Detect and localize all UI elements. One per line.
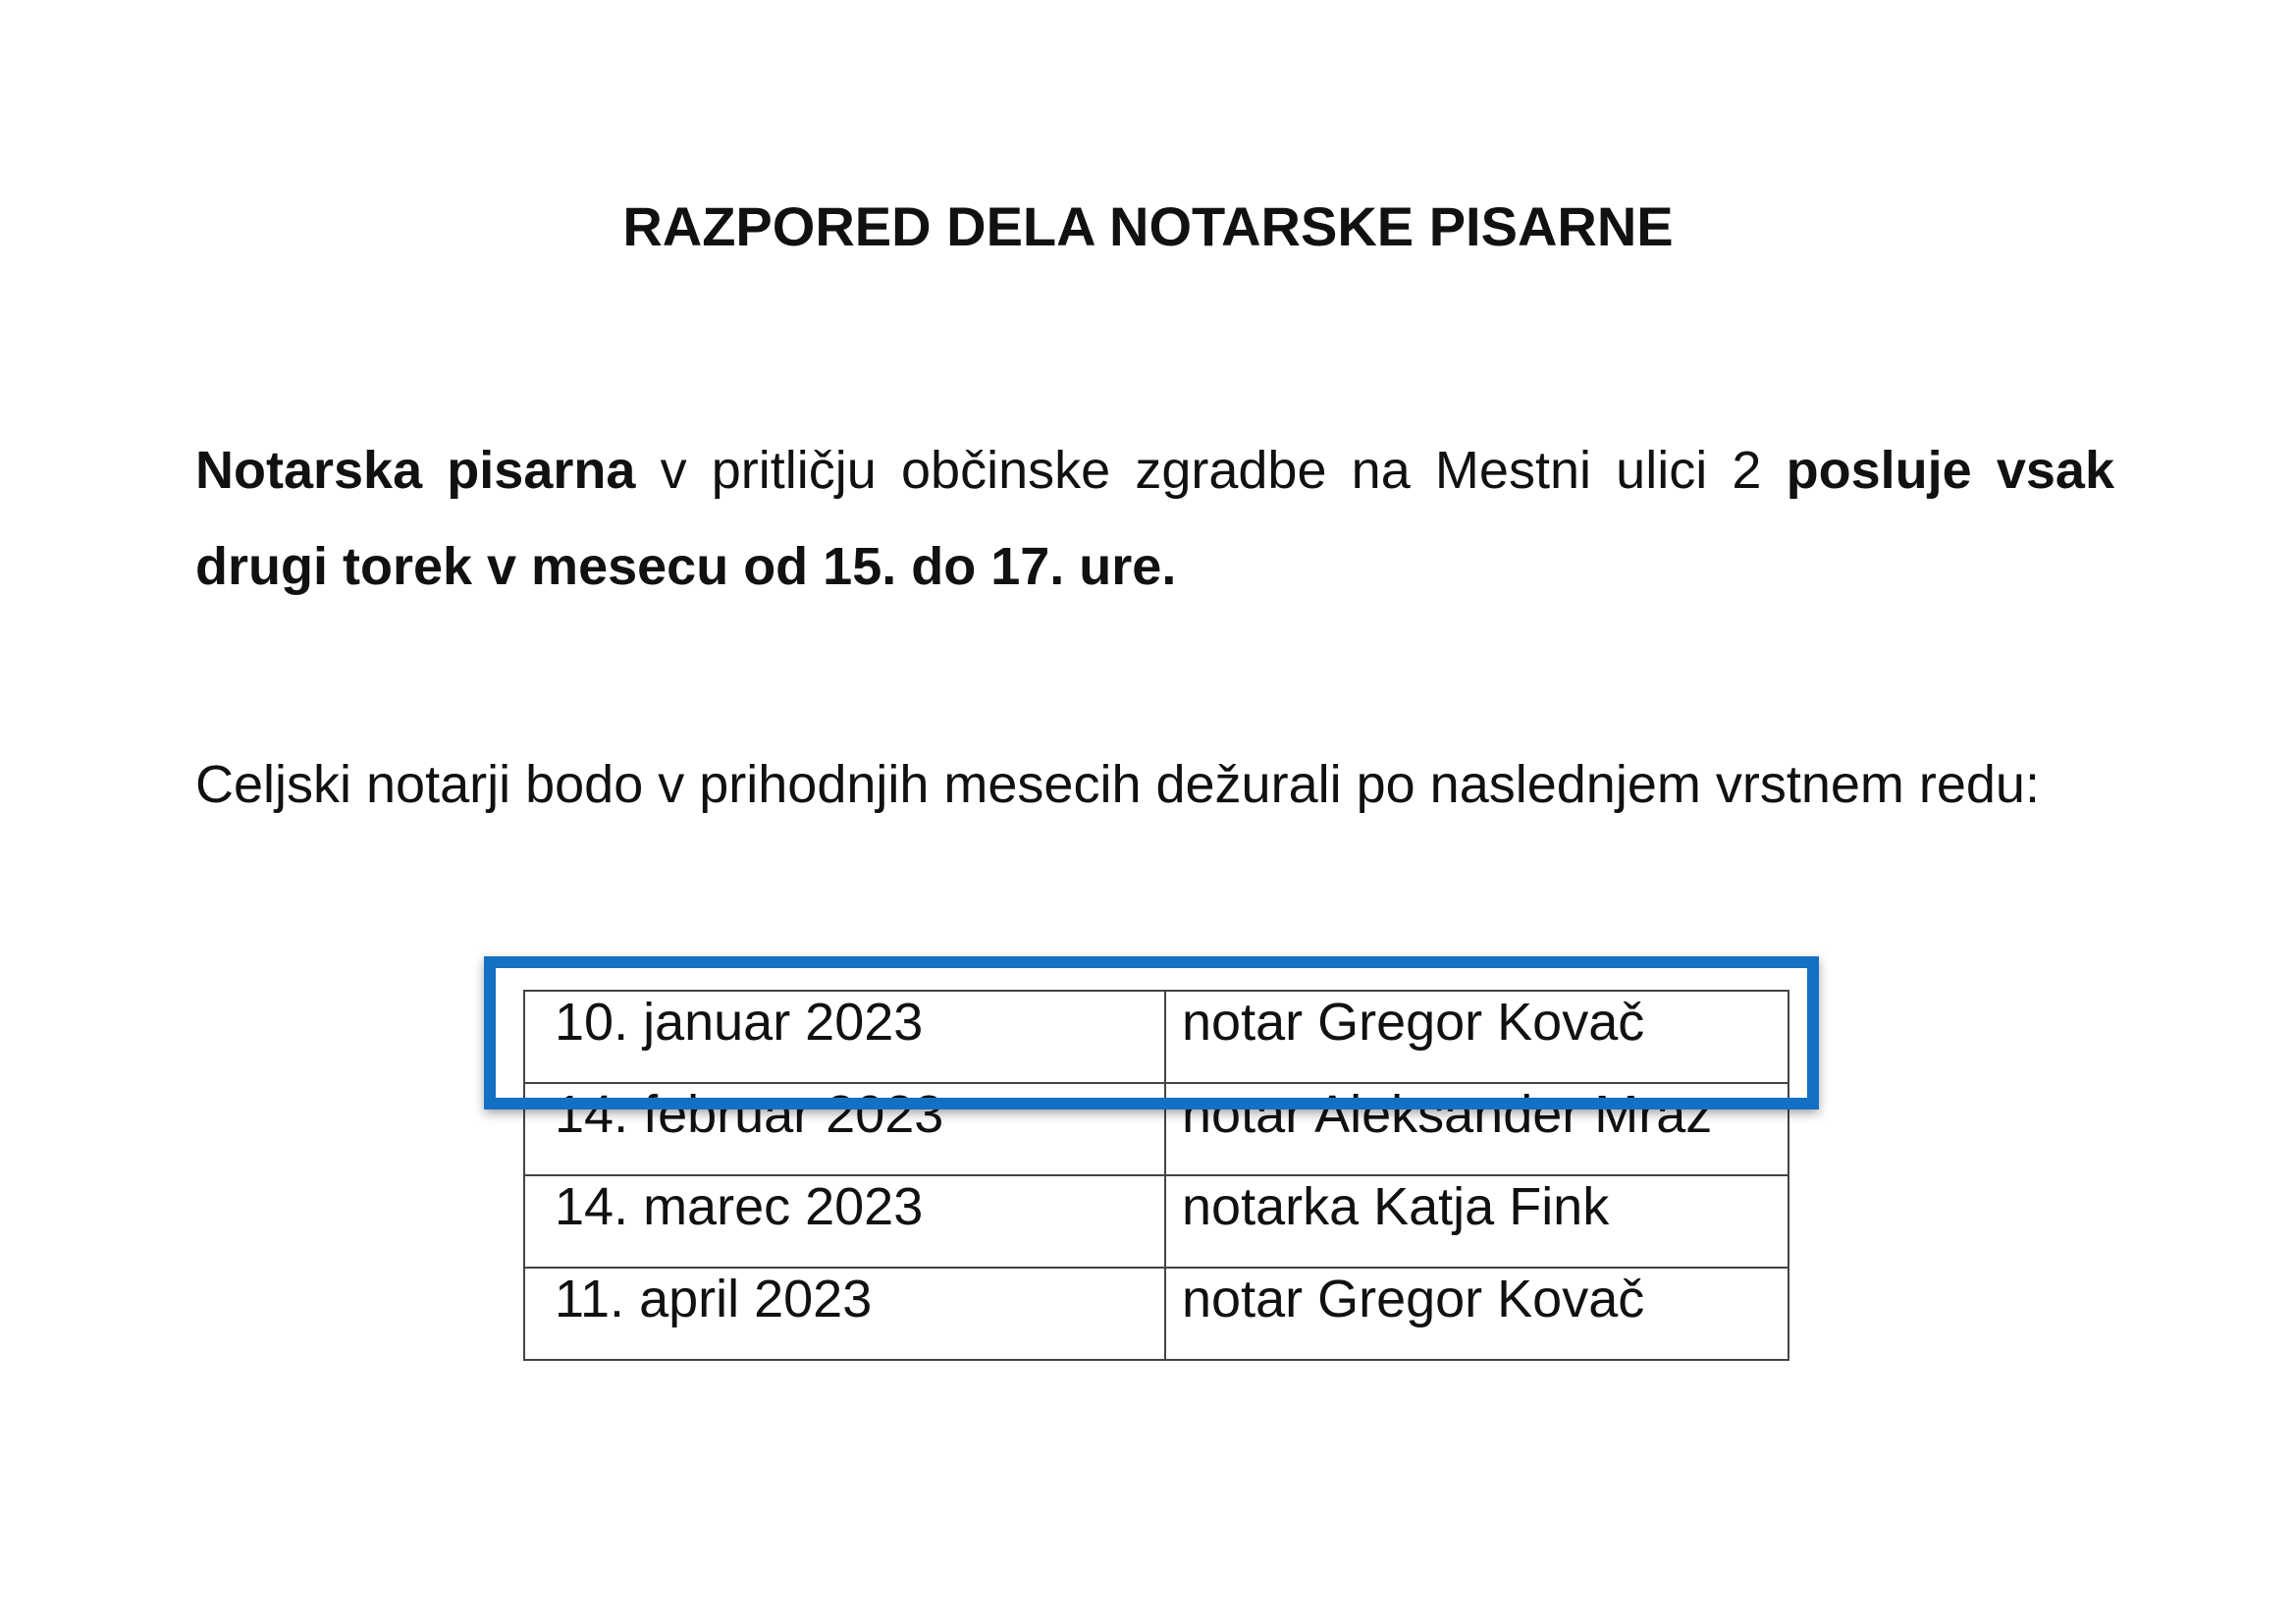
office-hours-paragraph [195,422,2114,615]
document-title: RAZPORED DELA NOTARSKE PISARNE [622,195,1674,257]
schedule-notary: notarka Katja Fink [1165,1175,1789,1268]
table-row [524,1268,1789,1360]
schedule-date: 10. januar 2023 [524,991,1165,1083]
schedule-notary: notar Aleksander Mraz [1165,1083,1789,1175]
schedule-date: 14. marec 2023 [524,1175,1165,1268]
schedule-notary: notar Gregor Kovač [1165,991,1789,1083]
row-highlight-box[interactable] [484,956,1819,1110]
schedule-intro: Celjski notarji bodo v prihodnjih mesecih dežurali po naslednjem vrstnem redu: [195,755,2040,814]
table-row [524,1175,1789,1268]
office-hours: posluje vsak drugi torek v mesecu od 15. do 17. ure. [195,441,2114,596]
office-location: v pritličju občinske zgradbe na Mestni ulici 2 [635,441,1787,500]
schedule-date: 11. april 2023 [524,1268,1165,1360]
schedule-date: 14. februar 2023 [524,1083,1165,1175]
schedule-notary: notar Gregor Kovač [1165,1268,1789,1360]
office-name: Notarska pisarna [195,441,636,500]
